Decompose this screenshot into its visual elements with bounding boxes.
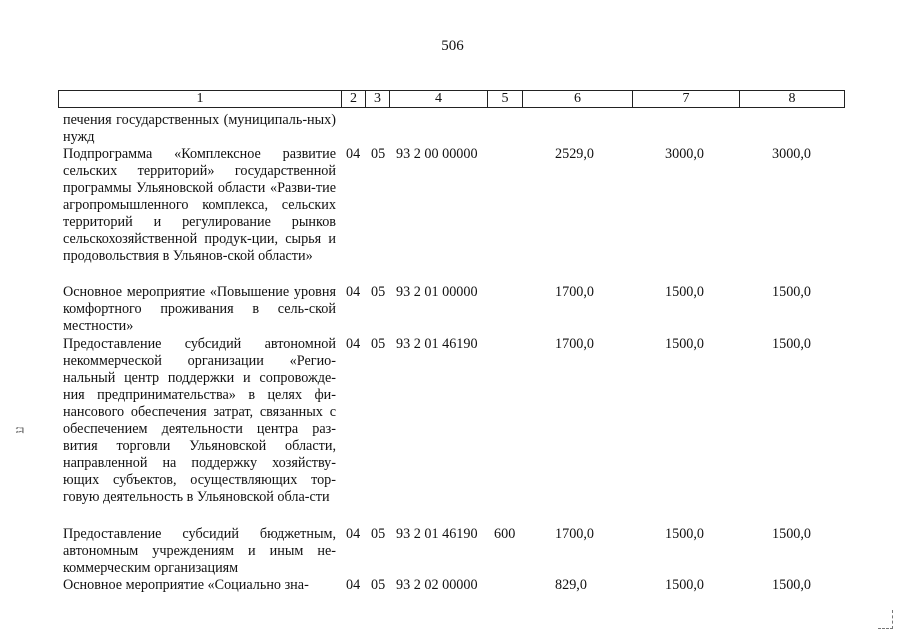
- row-expense-type: 600: [494, 526, 516, 542]
- row-amount-col6: 829,0: [555, 577, 587, 593]
- row-amount-col6: 1700,0: [555, 336, 595, 352]
- row-section: 04: [346, 526, 361, 542]
- column-header: 4: [390, 91, 488, 108]
- column-header: 8: [740, 91, 845, 108]
- row-name: Подпрограмма «Комплексное развитие сельских территорий» государственной программы Ульяновской области «Разви-тие агропромышленного комплекса, сельских территорий и регулирование рынков сельскохозяйственной продук-ции, сырья и продовольствия в Ульянов-ской области»: [63, 146, 336, 264]
- row-amount-col7: 3000,0: [665, 146, 705, 162]
- column-header: 2: [342, 91, 366, 108]
- row-subsection: 05: [371, 577, 386, 593]
- row-name: Основное мероприятие «Социально зна-: [63, 577, 309, 593]
- row-section: 04: [346, 146, 361, 162]
- row-amount-col8: 1500,0: [772, 577, 812, 593]
- row-target-code: 93 2 01 46190: [396, 336, 478, 352]
- row-subsection: 05: [371, 284, 386, 300]
- row-amount-col7: 1500,0: [665, 526, 705, 542]
- row-amount-col7: 1500,0: [665, 577, 705, 593]
- column-header: 1: [59, 91, 342, 108]
- row-target-code: 93 2 01 00000: [396, 284, 478, 300]
- row-target-code: 93 2 00 00000: [396, 146, 478, 162]
- row-target-code: 93 2 02 00000: [396, 577, 478, 593]
- row-section: 04: [346, 284, 361, 300]
- column-header: 3: [366, 91, 390, 108]
- row-amount-col8: 3000,0: [772, 146, 812, 162]
- row-amount-col7: 1500,0: [665, 284, 705, 300]
- row-amount-col6: 1700,0: [555, 526, 595, 542]
- column-header: 7: [633, 91, 740, 108]
- page-number: 506: [441, 38, 464, 54]
- row-section: 04: [346, 336, 361, 352]
- column-header: 5: [488, 91, 523, 108]
- row-amount-col8: 1500,0: [772, 336, 812, 352]
- row-section: 04: [346, 577, 361, 593]
- row-amount-col6: 2529,0: [555, 146, 595, 162]
- row-name: Основное мероприятие «Повышение уровня комфортного проживания в сель-ской местности»: [63, 284, 336, 334]
- row-amount-col8: 1500,0: [772, 284, 812, 300]
- column-header: 6: [523, 91, 633, 108]
- row-amount-col6: 1700,0: [555, 284, 595, 300]
- row-amount-col7: 1500,0: [665, 336, 705, 352]
- row-subsection: 05: [371, 526, 386, 542]
- row-amount-col8: 1500,0: [772, 526, 812, 542]
- row-name: Предоставление субсидий автономной некоммерческой организации «Регио-нальный центр поддержки и сопровожде-ния предпринимательства» в целях фи-нансового обеспечения затрат, связанных с обеспечением деятельности центра раз-вития торговли Ульяновской области, направленной на поддержку хозяйству-ющих субъектов, осуществляющих тор-говую деятельность в Ульяновской обла-сти: [63, 336, 336, 505]
- row-target-code: 93 2 01 46190: [396, 526, 478, 542]
- row-name: печения государственных (муниципаль-ных) нужд: [63, 112, 336, 145]
- row-subsection: 05: [371, 146, 386, 162]
- page-corner-mark: [878, 610, 893, 629]
- margin-mark: ע: [11, 426, 27, 434]
- row-name: Предоставление субсидий бюджетным, автономным учреждениям и иным не-коммерческим организациям: [63, 526, 336, 576]
- row-subsection: 05: [371, 336, 386, 352]
